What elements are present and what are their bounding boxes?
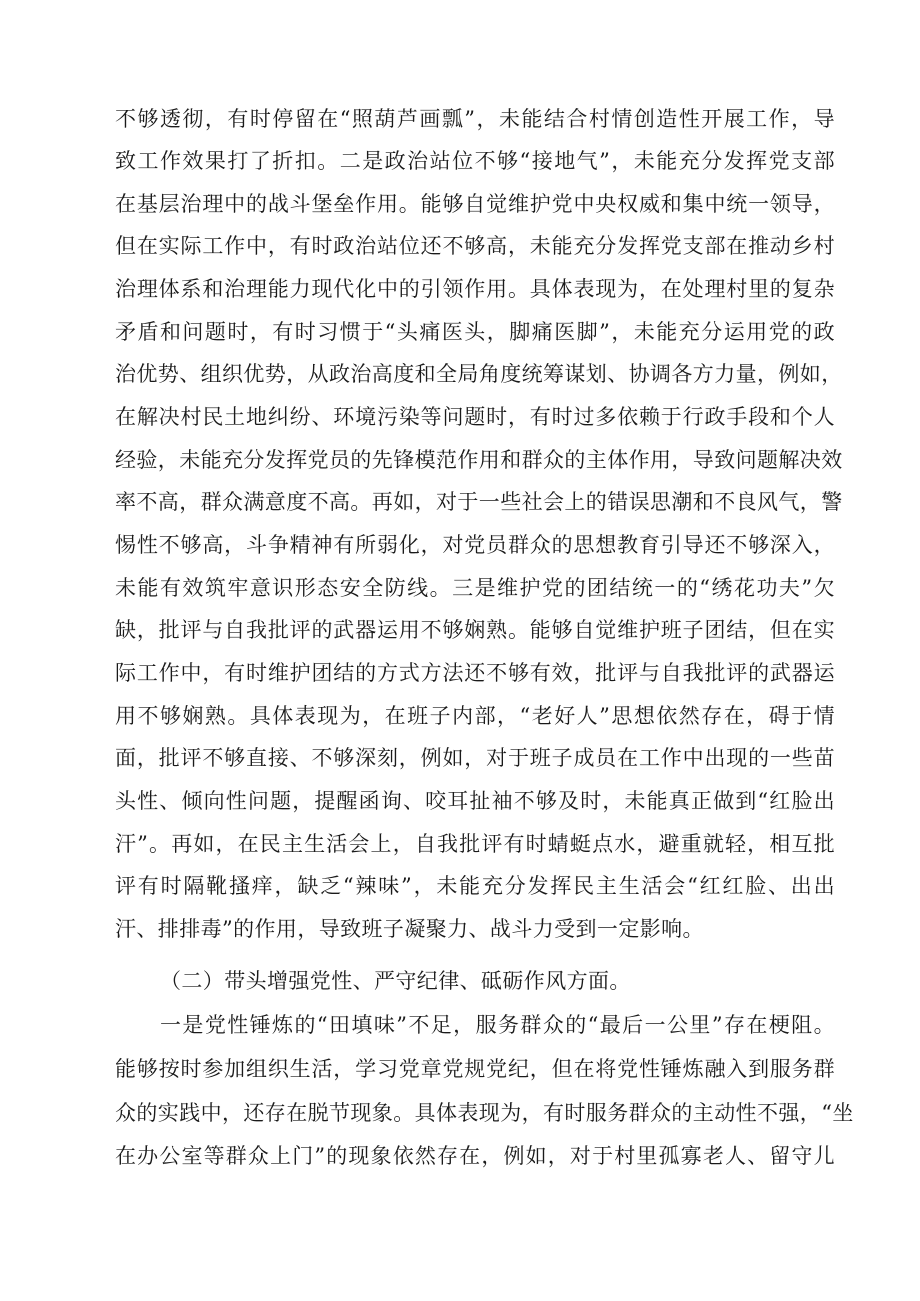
text-line: 在办公室等群众上门”的现象依然存在，例如，对于村里孤寡老人、留守儿 (115, 1144, 835, 1168)
text-line: 面，批评不够直接、不够深刻，例如，对于班子成员在工作中出现的一些苗 (115, 746, 835, 770)
section-heading: （二）带头增强党性、严守纪律、砥砺作风方面。 (160, 969, 631, 993)
text-line: 评有时隔靴搔痒，缺乏“辣味”，未能充分发挥民主生活会“红红脸、出出 (115, 874, 835, 898)
text-line: 未能有效筑牢意识形态安全防线。三是维护党的团结统一的“绣花功夫”欠 (115, 576, 835, 600)
text-line: 汗、排排毒”的作用，导致班子凝聚力、战斗力受到一定影响。 (115, 917, 704, 941)
text-line: 一是党性锤炼的“田填味”不足，服务群众的“最后一公里”存在梗阻。 (160, 1013, 835, 1037)
text-line: 但在实际工作中，有时政治站位还不够高，未能充分发挥党支部在推动乡村 (115, 234, 835, 258)
text-line: 汗”。再如，在民主生活会上，自我批评有时蜻蜓点水，避重就轻，相互批 (115, 832, 835, 856)
text-line: 经验，未能充分发挥党员的先锋模范作用和群众的主体作用，导致问题解决效 (115, 448, 843, 472)
text-line: 在解决村民土地纠纷、环境污染等问题时，有时过多依赖于行政手段和个人 (115, 405, 835, 429)
text-line: 惕性不够高，斗争精神有所弱化，对党员群众的思想教育引导还不够深入， (115, 533, 835, 557)
text-line: 矛盾和问题时，有时习惯于“头痛医头，脚痛医脚”，未能充分运用党的政 (115, 320, 835, 344)
text-line: 不够透彻，有时停留在“照葫芦画瓢”，未能结合村情创造性开展工作，导 (115, 107, 835, 131)
text-line: 众的实践中，还存在脱节现象。具体表现为，有时服务群众的主动性不强，“坐 (115, 1101, 854, 1125)
text-line: 致工作效果打了折扣。二是政治站位不够“接地气”，未能充分发挥党支部 (115, 149, 835, 173)
text-line: 际工作中，有时维护团结的方式方法还不够有效，批评与自我批评的武器运 (115, 661, 835, 685)
text-line: 头性、倾向性问题，提醒函询、咬耳扯袖不够及时，未能真正做到“红脸出 (115, 789, 835, 813)
text-line: 率不高，群众满意度不高。再如，对于一些社会上的错误思潮和不良风气，警 (115, 490, 843, 514)
text-line: 在基层治理中的战斗堡垒作用。能够自觉维护党中央权威和集中统一领导， (115, 192, 835, 216)
text-line: 能够按时参加组织生活，学习党章党规党纪，但在将党性锤炼融入到服务群 (115, 1057, 835, 1081)
text-line: 治优势、组织优势，从政治高度和全局角度统筹谋划、协调各方力量，例如， (115, 362, 843, 386)
text-line: 治理体系和治理能力现代化中的引领作用。具体表现为，在处理村里的复杂 (115, 277, 835, 301)
text-line: 缺，批评与自我批评的武器运用不够娴熟。能够自觉维护班子团结，但在实 (115, 618, 835, 642)
text-line: 用不够娴熟。具体表现为，在班子内部，“老好人”思想依然存在，碍于情 (115, 704, 835, 728)
